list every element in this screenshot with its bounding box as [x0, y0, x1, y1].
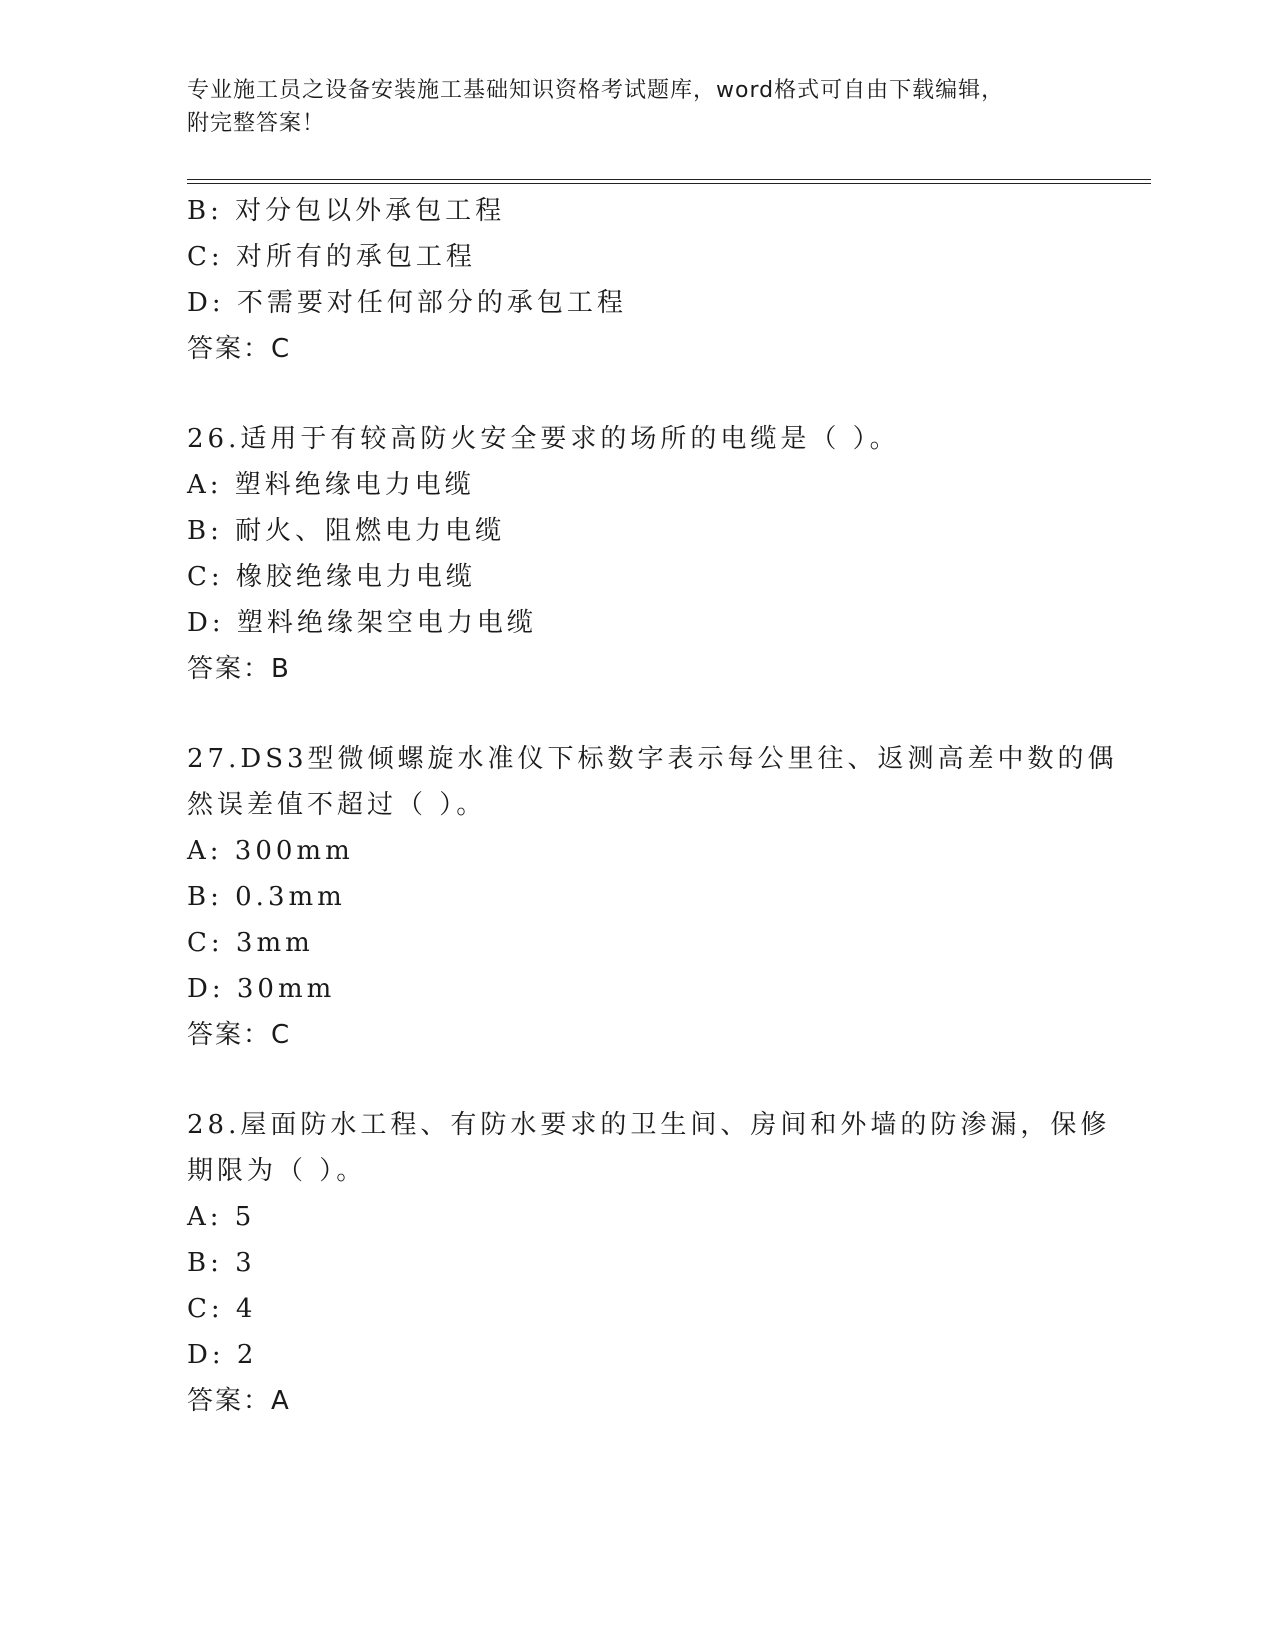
- question-stem-line-1: 28.屋面防水工程、有防水要求的卫生间、房间和外墙的防渗漏，保修: [187, 1110, 1111, 1140]
- question-25-continuation: [187, 188, 1087, 372]
- document-header: [187, 74, 1067, 140]
- question-stem-line-2: 期限为（ ）。: [187, 1156, 367, 1186]
- question-28: [187, 1102, 1111, 1424]
- answer-line: 答案：C: [187, 334, 292, 364]
- question-stem-line-1: 27.DS3型微倾螺旋水准仪下标数字表示每公里往、返测高差中数的偶: [187, 744, 1118, 774]
- option-b: B: 耐火、阻燃电力电缆: [187, 516, 506, 546]
- option-a: A: 5: [187, 1202, 256, 1232]
- option-c: C: 橡胶绝缘电力电缆: [187, 562, 476, 592]
- option-c: C: 4: [187, 1294, 257, 1324]
- spacer: [187, 692, 1087, 736]
- answer-line: 答案：C: [187, 1020, 292, 1050]
- spacer: [187, 372, 1087, 416]
- question-stem: 26.适用于有较高防火安全要求的场所的电缆是（ ）。: [187, 424, 900, 454]
- header-divider-top: [187, 179, 1151, 180]
- option-b: B: 对分包以外承包工程: [187, 196, 506, 226]
- option-d: D: 塑料绝缘架空电力电缆: [187, 608, 537, 638]
- option-a: A: 300mm: [187, 836, 354, 866]
- spacer: [187, 1058, 1087, 1102]
- header-line-2: 附完整答案！: [187, 111, 326, 136]
- answer-line: 答案：B: [187, 654, 291, 684]
- option-d: D: 不需要对任何部分的承包工程: [187, 288, 627, 318]
- option-c: C: 3mm: [187, 928, 314, 958]
- question-27: [187, 736, 1118, 1058]
- option-b: B: 3: [187, 1248, 256, 1278]
- option-d: D: 2: [187, 1340, 258, 1370]
- option-a: A: 塑料绝缘电力电缆: [187, 470, 475, 500]
- header-line-1: 专业施工员之设备安装施工基础知识资格考试题库，word格式可自由下载编辑，: [187, 78, 1005, 103]
- question-stem-line-2: 然误差值不超过（ ）。: [187, 790, 487, 820]
- option-c: C: 对所有的承包工程: [187, 242, 476, 272]
- question-content: [187, 188, 1118, 1424]
- question-26: [187, 416, 1087, 692]
- option-d: D: 30mm: [187, 974, 336, 1004]
- answer-line: 答案：A: [187, 1386, 291, 1416]
- option-b: B: 0.3mm: [187, 882, 346, 912]
- header-divider-bottom: [187, 183, 1151, 184]
